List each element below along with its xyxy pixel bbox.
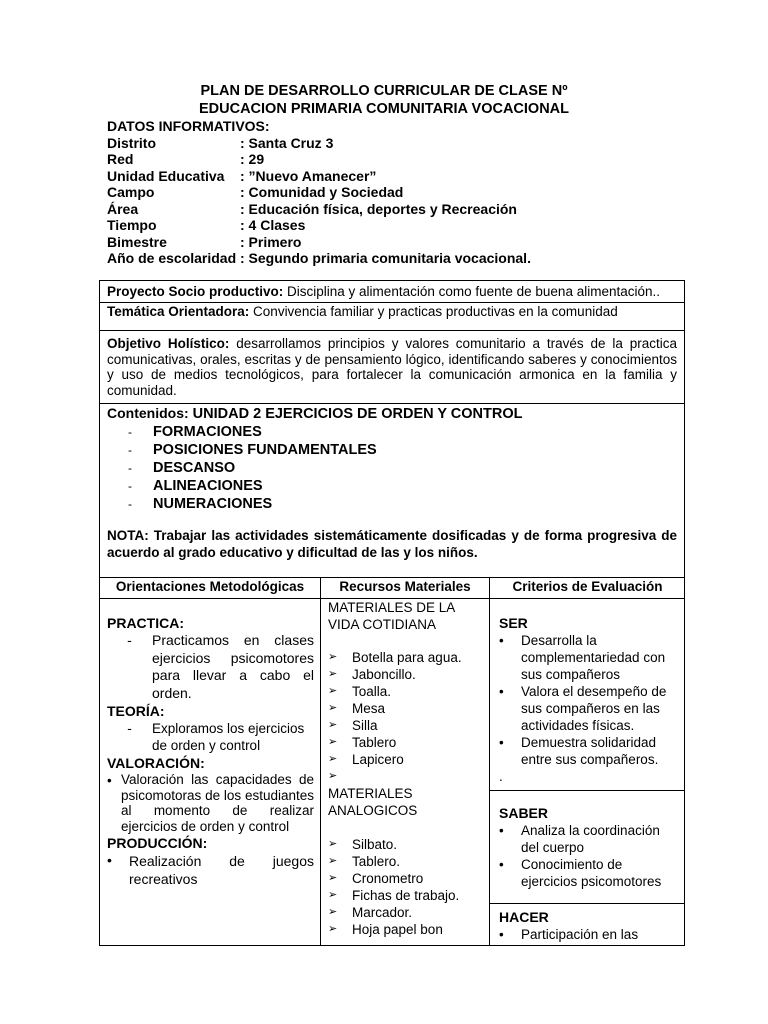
header-orientaciones: Orientaciones Metodológicas: [115, 579, 305, 594]
contenido-item: [107, 459, 677, 477]
recurso-item: [328, 904, 483, 921]
arrow-icon: ➢: [328, 906, 338, 918]
datos-label: Distrito: [107, 134, 156, 151]
recurso-item-text: Tablero.: [352, 854, 401, 869]
ser-item: [499, 734, 679, 768]
tematica-label: Temática Orientadora:: [107, 304, 250, 319]
datos-value: : Santa Cruz 3: [240, 134, 334, 151]
datos-informativos: [107, 118, 531, 267]
recursos-column: [321, 599, 489, 938]
proyecto-text: Disciplina y alimentación como fuente de buena alimentación..: [283, 284, 660, 299]
teoria-item-text: Exploramos los ejercicios de orden y control: [152, 721, 305, 753]
arrow-icon: ➢: [328, 668, 338, 680]
bullet-marker: •: [499, 857, 504, 872]
recurso-item-text: Tablero: [352, 735, 397, 750]
bullet-marker: •: [499, 633, 504, 648]
contenido-item-text: DESCANSO: [153, 460, 236, 476]
datos-row-campo: [107, 184, 531, 201]
valoracion-item: [107, 772, 314, 834]
bullet-marker: •: [107, 852, 112, 868]
teoria-item: [107, 720, 314, 754]
saber-label: SABER: [499, 805, 549, 821]
recurso-item: [328, 666, 483, 683]
datos-label: Tiempo: [107, 217, 157, 233]
ser-item-text: Demuestra solidaridad entre sus compañeros.: [521, 735, 659, 767]
recurso-item-text: Cronometro: [352, 871, 424, 886]
recurso-item: [328, 870, 483, 887]
dash-marker: -: [127, 632, 132, 648]
recurso-item-text: Hoja papel bon: [352, 922, 443, 937]
objetivo-text: desarrollamos principios y valores comunitario a través de la practica comunicativas, orales, escritas y de pensamiento lógico, identificando saberes y conocimientos y uso de medios tecnológicos, para fortalecer la comunicación armonica en la familia y comunidad.: [107, 336, 677, 398]
criterios-hacer: [490, 908, 685, 943]
datos-row-bimestre: [107, 234, 531, 251]
produccion-item-text: Realización de juegos recreativos: [129, 853, 314, 887]
saber-item-text: Conocimiento de ejercicios psicomotores: [521, 857, 662, 889]
dash-marker: -: [127, 721, 132, 736]
contenidos-title: UNIDAD 2 EJERCICIOS DE ORDEN Y CONTROL: [188, 406, 523, 422]
contenidos-label: Contenidos:: [107, 405, 189, 421]
document-title-line1: PLAN DE DESARROLLO CURRICULAR DE CLASE Nº: [200, 83, 568, 99]
arrow-icon: ➢: [328, 719, 338, 731]
arrow-icon: ➢: [328, 838, 338, 850]
recurso-item: [328, 921, 483, 938]
criterios-divider-2: [489, 903, 685, 904]
recurso-item-text: Toalla.: [352, 684, 392, 699]
recurso-item: [328, 887, 483, 904]
teoria-label: TEORÍA:: [107, 703, 165, 719]
datos-label: Unidad Educativa: [107, 167, 225, 184]
orientaciones-column: [100, 614, 320, 888]
ser-label: SER: [499, 615, 528, 631]
tematica-text: Convivencia familiar y practicas productivas en la comunidad: [249, 304, 618, 319]
saber-item: [499, 856, 679, 890]
bullet-marker: •: [107, 773, 112, 788]
arrow-icon: ➢: [328, 923, 338, 935]
datos-row-escolaridad: [107, 250, 531, 267]
recurso-item: [328, 717, 483, 734]
recursos-group1-title: MATERIALES DE LA VIDA COTIDIANA: [328, 600, 455, 632]
datos-heading: DATOS INFORMATIVOS:: [107, 118, 270, 134]
contenido-item-text: NUMERACIONES: [153, 496, 273, 512]
datos-row-red: [107, 151, 531, 168]
datos-label: Área: [107, 200, 139, 217]
recurso-item-text: Botella para agua.: [352, 650, 462, 665]
criterios-ser: [490, 614, 685, 785]
contenido-item-text: POSICIONES FUNDAMENTALES: [153, 442, 377, 458]
datos-label: Bimestre: [107, 233, 167, 250]
datos-value: : 29: [240, 151, 265, 167]
ser-tail: .: [499, 769, 503, 784]
produccion-label: PRODUCCIÓN:: [107, 835, 208, 851]
recurso-item: [328, 734, 483, 751]
datos-row-tiempo: [107, 217, 531, 234]
recurso-item-text: Lapicero: [352, 752, 404, 767]
header-recursos: Recursos Materiales: [339, 579, 471, 594]
saber-item-text: Analiza la coordinación del cuerpo: [521, 823, 660, 855]
arrow-icon: ➢: [328, 685, 338, 697]
hacer-item: [499, 926, 679, 943]
recurso-item-text: Silla: [352, 718, 378, 733]
saber-item: [499, 822, 679, 856]
datos-label: Año de escolaridad: [107, 250, 237, 266]
recurso-item: [328, 751, 483, 768]
valoracion-label: VALORACIÓN:: [107, 755, 205, 771]
hacer-label: HACER: [499, 909, 549, 925]
recurso-item-text: Fichas de trabajo.: [352, 888, 460, 903]
arrow-icon: ➢: [328, 736, 338, 748]
produccion-item: [107, 852, 314, 888]
recurso-item-text: Marcador.: [352, 905, 413, 920]
arrow-icon: ➢: [328, 702, 338, 714]
datos-value: : Educación física, deportes y Recreación: [240, 200, 517, 217]
datos-label: Red: [107, 151, 134, 167]
datos-label: Campo: [107, 184, 155, 200]
recurso-item-text: Jaboncillo.: [352, 667, 416, 682]
datos-value: : Primero: [240, 233, 302, 250]
ser-item-text: Desarrolla la complementariedad con sus compañeros: [521, 633, 666, 682]
arrow-icon: ➢: [328, 753, 338, 765]
arrow-icon: ➢: [328, 872, 338, 884]
objetivo-label: Objetivo Holístico:: [107, 336, 230, 351]
datos-value: : ”Nuevo Amanecer”: [240, 167, 377, 184]
datos-value: : 4 Clases: [240, 217, 306, 233]
criterios-saber: [490, 804, 685, 890]
criterios-divider-1: [489, 790, 685, 791]
recurso-item: [328, 649, 483, 666]
contenido-item: [107, 441, 677, 459]
arrow-icon: ➢: [328, 651, 338, 663]
contenidos-heading: [107, 405, 677, 423]
recurso-item-text: Mesa: [352, 701, 386, 716]
tematica-orientadora: [99, 302, 685, 331]
recurso-item: [328, 836, 483, 853]
proyecto-socio-productivo: [99, 280, 685, 303]
datos-row-area: [107, 201, 531, 218]
datos-row-unidad: [107, 168, 531, 185]
dash-marker: -: [128, 479, 132, 493]
practica-label: PRACTICA:: [107, 615, 184, 631]
contenido-item-text: FORMACIONES: [153, 424, 262, 440]
proyecto-label: Proyecto Socio productivo:: [107, 284, 284, 299]
header-criterios: Criterios de Evaluación: [512, 579, 663, 594]
bullet-marker: •: [499, 823, 504, 838]
bullet-marker: •: [499, 927, 504, 942]
hacer-item-text: Participación en las: [521, 927, 639, 942]
valoracion-item-text: Valoración las capacidades de psicomotoras de los estudiantes al momento de realizar ejercicios de orden y control: [121, 772, 314, 834]
contenido-item: [107, 495, 677, 513]
objetivo-holistico: [99, 330, 685, 404]
recurso-item: [328, 700, 483, 717]
bullet-marker: •: [499, 735, 504, 750]
contenido-item: [107, 477, 677, 495]
recursos-group2-title: MATERIALES ANALOGICOS: [328, 786, 418, 818]
ser-item: [499, 683, 679, 734]
datos-value: : Comunidad y Sociedad: [240, 184, 404, 200]
practica-item: [107, 632, 314, 702]
practica-item-text: Practicamos en clases ejercicios psicomotores para llevar a cabo el orden.: [152, 632, 314, 701]
document-title-line2: EDUCACION PRIMARIA COMUNITARIA VOCACIONAL: [198, 101, 569, 117]
contenidos: [99, 403, 685, 578]
contenido-item: [107, 423, 677, 441]
dash-marker: -: [128, 443, 132, 457]
ser-item: [499, 632, 679, 683]
arrow-icon: ➢: [328, 855, 338, 867]
recurso-item: [328, 768, 483, 785]
contenido-item-text: ALINEACIONES: [153, 478, 263, 494]
contenidos-nota: NOTA: Trabajar las actividades sistemáticamente dosificadas y de forma progresiva de acuerdo al grado educativo y dificultad de las y los niños.: [107, 528, 677, 560]
datos-value: : Segundo primaria comunitaria vocacional.: [240, 250, 531, 266]
recurso-item: [328, 853, 483, 870]
ser-item-text: Valora el desempeño de sus compañeros en las actividades físicas.: [521, 684, 667, 733]
dash-marker: -: [128, 425, 132, 439]
dash-marker: -: [128, 497, 132, 511]
arrow-icon: ➢: [328, 889, 338, 901]
bullet-marker: •: [499, 684, 504, 699]
dash-marker: -: [128, 461, 132, 475]
recurso-item-text: Silbato.: [352, 837, 398, 852]
arrow-icon: ➢: [328, 770, 338, 782]
recurso-item: [328, 683, 483, 700]
datos-row-distrito: [107, 135, 531, 152]
